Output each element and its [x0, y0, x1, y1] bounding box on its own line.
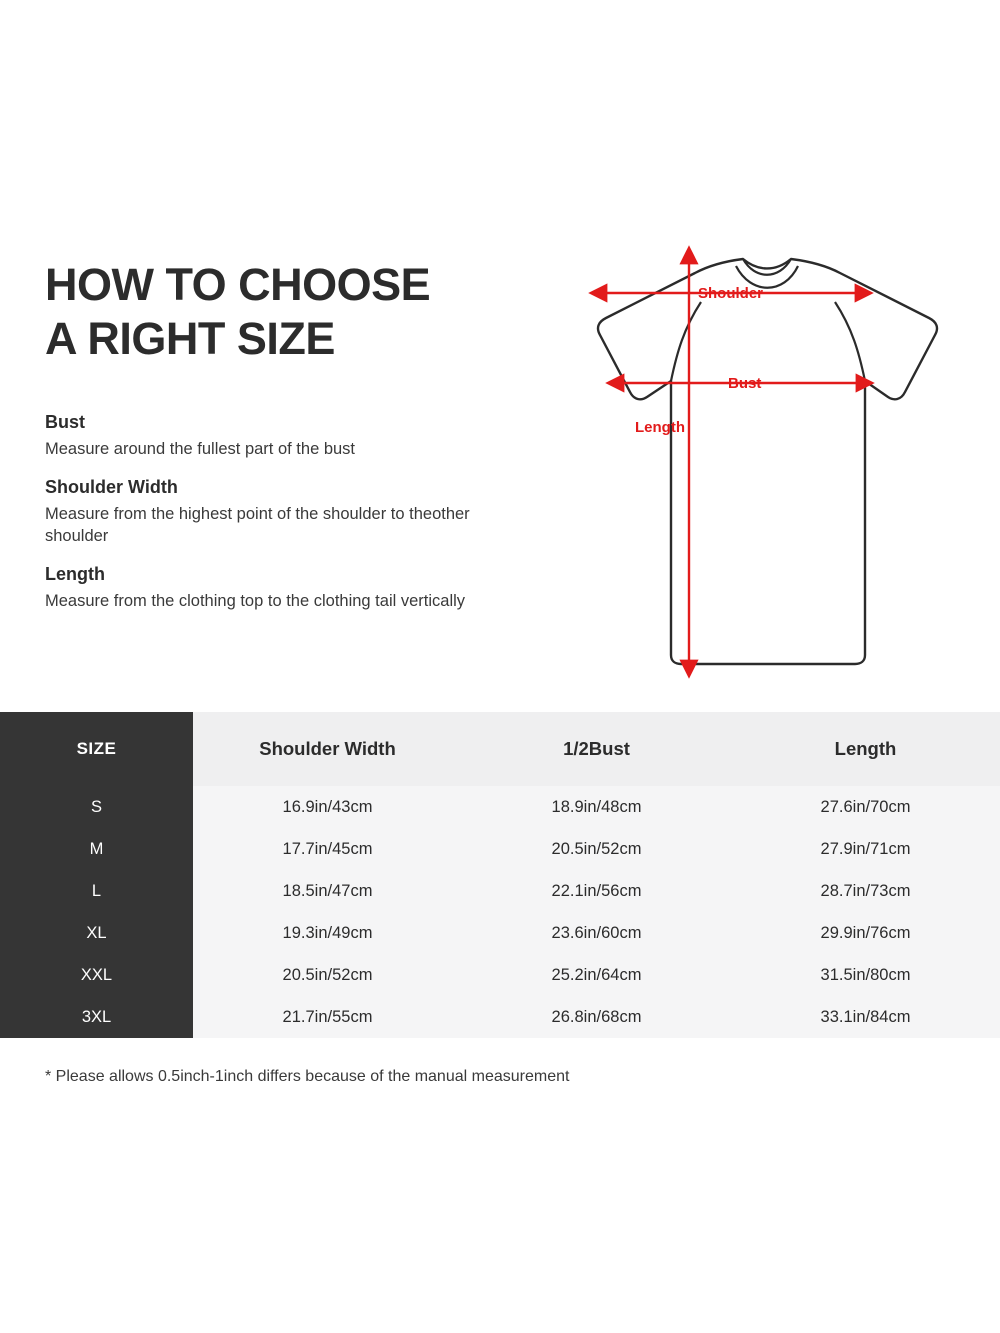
cell-shoulder: 18.5in/47cm: [193, 870, 462, 912]
definition-term: Length: [45, 564, 105, 584]
definition-term: Shoulder Width: [45, 477, 178, 497]
definition-term: Bust: [45, 412, 85, 432]
cell-bust: 23.6in/60cm: [462, 912, 731, 954]
table-header-row: [0, 712, 1000, 786]
measurement-note: * Please allows 0.5inch-1inch differs because of the manual measurement: [45, 1068, 570, 1085]
cell-length: 27.6in/70cm: [731, 786, 1000, 828]
measurement-definitions: [45, 412, 515, 629]
cell-size: 3XL: [0, 996, 193, 1038]
table-header-shoulder-width: Shoulder Width: [193, 712, 462, 786]
definition-description: Measure from the clothing top to the clothing tail vertically: [45, 592, 466, 610]
page-title-line-2: A RIGHT SIZE: [45, 313, 335, 364]
table-row: [0, 954, 1000, 996]
cell-size: XXL: [0, 954, 193, 996]
definition-length: [45, 564, 515, 612]
cell-size: L: [0, 870, 193, 912]
table-header-length: Length: [731, 712, 1000, 786]
cell-bust: 26.8in/68cm: [462, 996, 731, 1038]
length-label: Length: [635, 419, 685, 436]
cell-length: 33.1in/84cm: [731, 996, 1000, 1038]
cell-bust: 20.5in/52cm: [462, 828, 731, 870]
cell-size: XL: [0, 912, 193, 954]
cell-bust: 25.2in/64cm: [462, 954, 731, 996]
bust-label: Bust: [728, 375, 762, 392]
table-row: [0, 828, 1000, 870]
size-table: [0, 712, 1000, 1038]
definition-description: Measure around the fullest part of the bust: [45, 440, 356, 458]
cell-length: 27.9in/71cm: [731, 828, 1000, 870]
table-row: [0, 870, 1000, 912]
table-header-half-bust: 1/2Bust: [462, 712, 731, 786]
cell-shoulder: 17.7in/45cm: [193, 828, 462, 870]
table-header-size: SIZE: [0, 712, 193, 786]
cell-size: M: [0, 828, 193, 870]
tshirt-outline: [598, 259, 937, 664]
cell-shoulder: 19.3in/49cm: [193, 912, 462, 954]
page-title-line-1: HOW TO CHOOSE: [45, 259, 431, 310]
table-row: [0, 996, 1000, 1038]
definition-shoulder-width: [45, 477, 515, 547]
table-row: [0, 912, 1000, 954]
tshirt-measurement-diagram: [505, 240, 985, 690]
cell-length: 29.9in/76cm: [731, 912, 1000, 954]
cell-shoulder: 16.9in/43cm: [193, 786, 462, 828]
shoulder-label: Shoulder: [698, 285, 764, 302]
definition-description: Measure from the highest point of the shoulder to theother shoulder: [45, 505, 470, 545]
cell-size: S: [0, 786, 193, 828]
cell-shoulder: 21.7in/55cm: [193, 996, 462, 1038]
table-row: [0, 786, 1000, 828]
cell-length: 31.5in/80cm: [731, 954, 1000, 996]
page-title: [45, 258, 505, 366]
cell-bust: 22.1in/56cm: [462, 870, 731, 912]
cell-bust: 18.9in/48cm: [462, 786, 731, 828]
size-table-wrapper: [0, 712, 1000, 1038]
cell-shoulder: 20.5in/52cm: [193, 954, 462, 996]
cell-length: 28.7in/73cm: [731, 870, 1000, 912]
definition-bust: [45, 412, 515, 460]
